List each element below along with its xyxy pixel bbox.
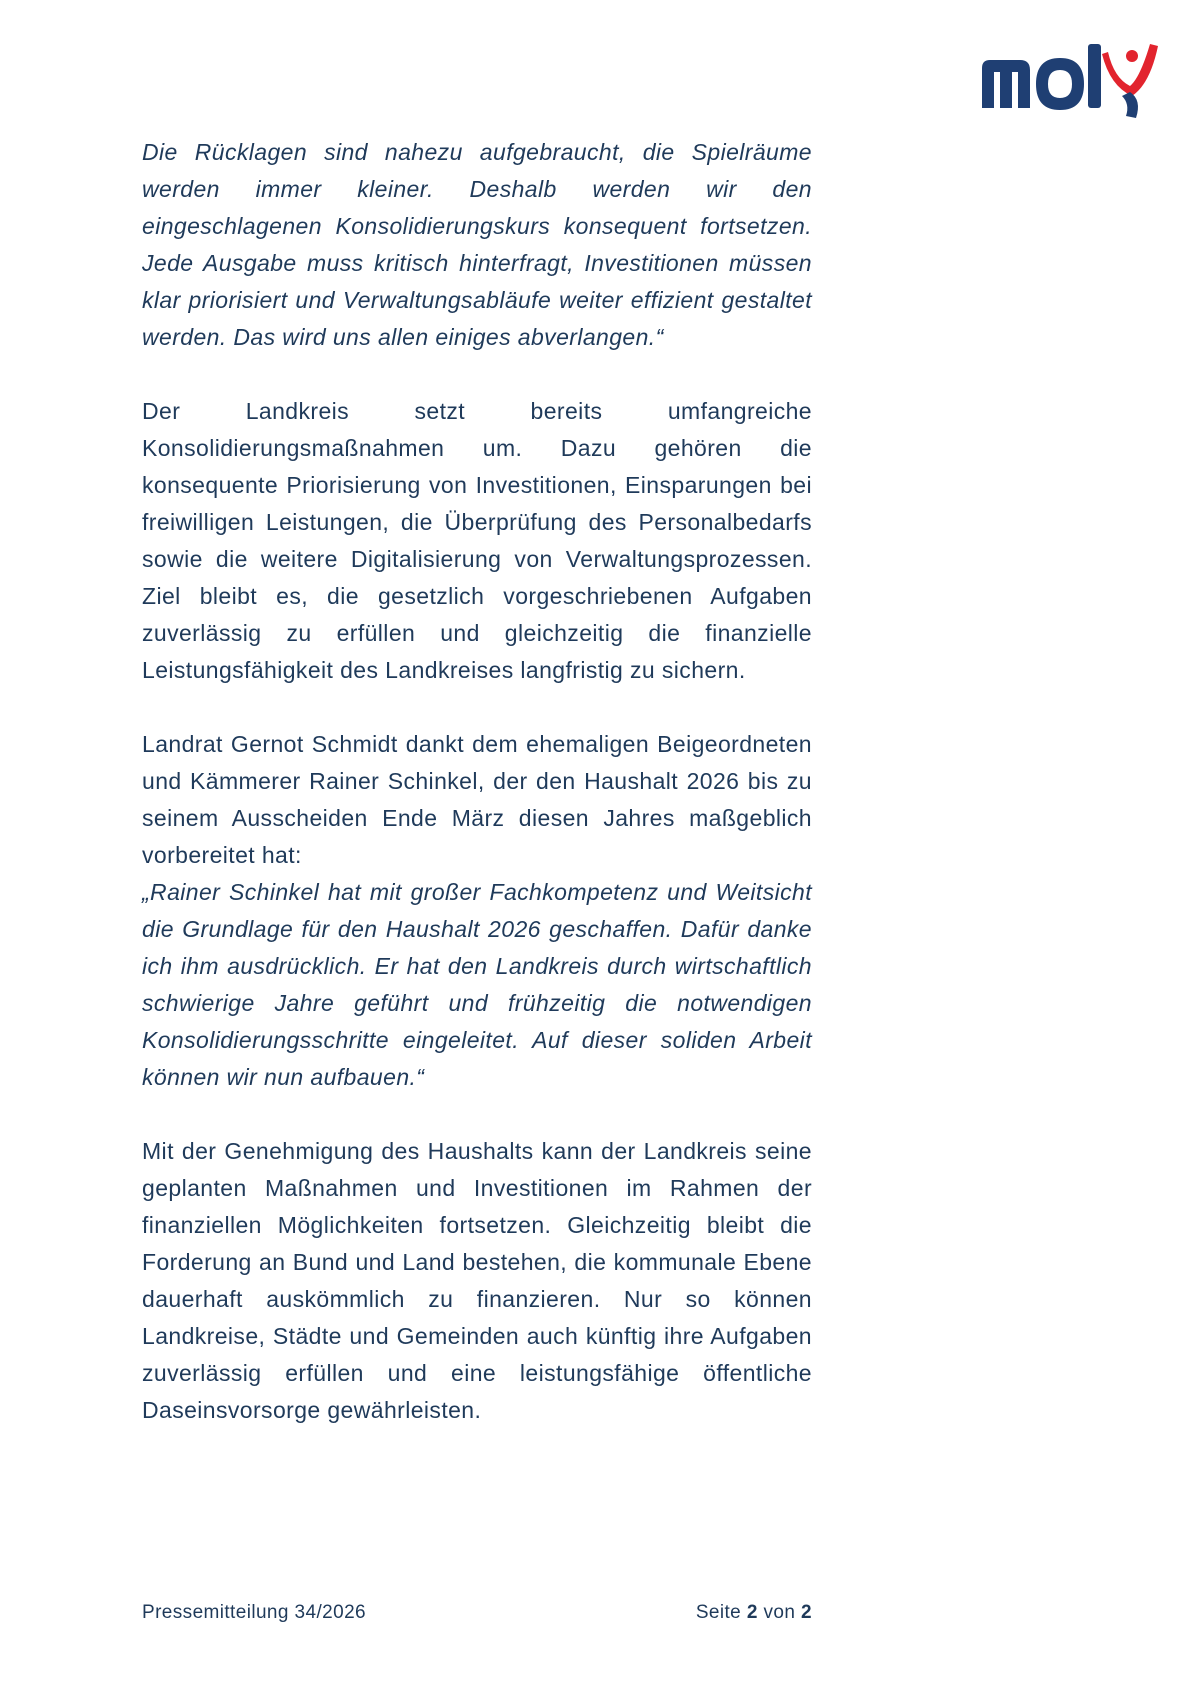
paragraph-thanks-quote: „Rainer Schinkel hat mit großer Fachkompetenz und Weitsicht die Grundlage für den Haushalt 2026 geschaffen. Dafür danke ich ihm ausdrücklich. Er hat den Landkreis durch wirtschaftlich schwierige Jahre geführt und frühzeitig die notwendigen Konsolidierungsschritte eingeleitet. Auf dieser soliden Arbeit können wir nun aufbauen.“ <box>142 879 812 1090</box>
page-footer <box>142 1602 812 1630</box>
logo-letter-m <box>982 60 1030 108</box>
page-total: 2 <box>801 1602 812 1623</box>
page-number <box>696 1602 812 1624</box>
paragraph-quote-intro: Die Rücklagen sind nahezu aufgebraucht, die Spielräume werden immer kleiner. Deshalb werden wir den eingeschlagenen Konsolidierungskurs konsequent fortsetzen. Jede Ausgabe muss kritisch hinterfragt, Investitionen müssen klar priorisiert und Verwaltungsabläufe weiter effizient gestaltet werden. Das wird uns allen einiges abverlangen.“ <box>142 139 812 350</box>
page-current: 2 <box>746 1602 758 1623</box>
logo-letter-l <box>1088 44 1101 108</box>
logo-dot <box>1126 50 1138 62</box>
page-separator: von <box>763 1602 796 1623</box>
paragraph-approval: Mit der Genehmigung des Haushalts kann der Landkreis seine geplanten Maßnahmen und Investitionen im Rahmen der finanziellen Möglichkeiten fortsetzen. Gleichzeitig bleibt die Forderung an Bund und Land bestehen, die kommunale Ebene dauerhaft auskömmlich zu finanzieren. Nur so können Landkreise, Städte und Gemeinden auch künftig ihre Aufgaben zuverlässig erfüllen und eine leistungsfähige öffentliche Daseinsvorsorge gewährleisten. <box>142 1138 812 1423</box>
document-body <box>142 134 812 1466</box>
logo-letter-y-blue <box>1122 92 1138 118</box>
press-release-number: Pressemitteilung 34/2026 <box>142 1602 367 1623</box>
page-prefix: Seite <box>695 1602 742 1623</box>
moly-logo <box>980 38 1160 122</box>
paragraph-thanks-text: Landrat Gernot Schmidt dankt dem ehemaligen Beigeordneten und Kämmerer Rainer Schinkel, der den Haushalt 2026 bis zu seinem Ausscheiden Ende März diesen Jahres maßgeblich vorbereitet hat: <box>142 731 812 868</box>
paragraph-consolidation: Der Landkreis setzt bereits umfangreiche Konsolidierungsmaßnahmen um. Dazu gehören die konsequente Priorisierung von Investitionen, Einsparungen bei freiwilligen Leistungen, die Überprüfung des Personalbedarfs sowie die weitere Digitalisierung von Verwaltungsprozessen. Ziel bleibt es, die gesetzlich vorgeschriebenen Aufgaben zuverlässig zu erfüllen und gleichzeitig die finanzielle Leistungsfähigkeit des Landkreises langfristig zu sichern. <box>142 398 812 683</box>
logo-letter-o <box>1036 58 1084 110</box>
paragraph-thanks <box>142 726 812 1096</box>
